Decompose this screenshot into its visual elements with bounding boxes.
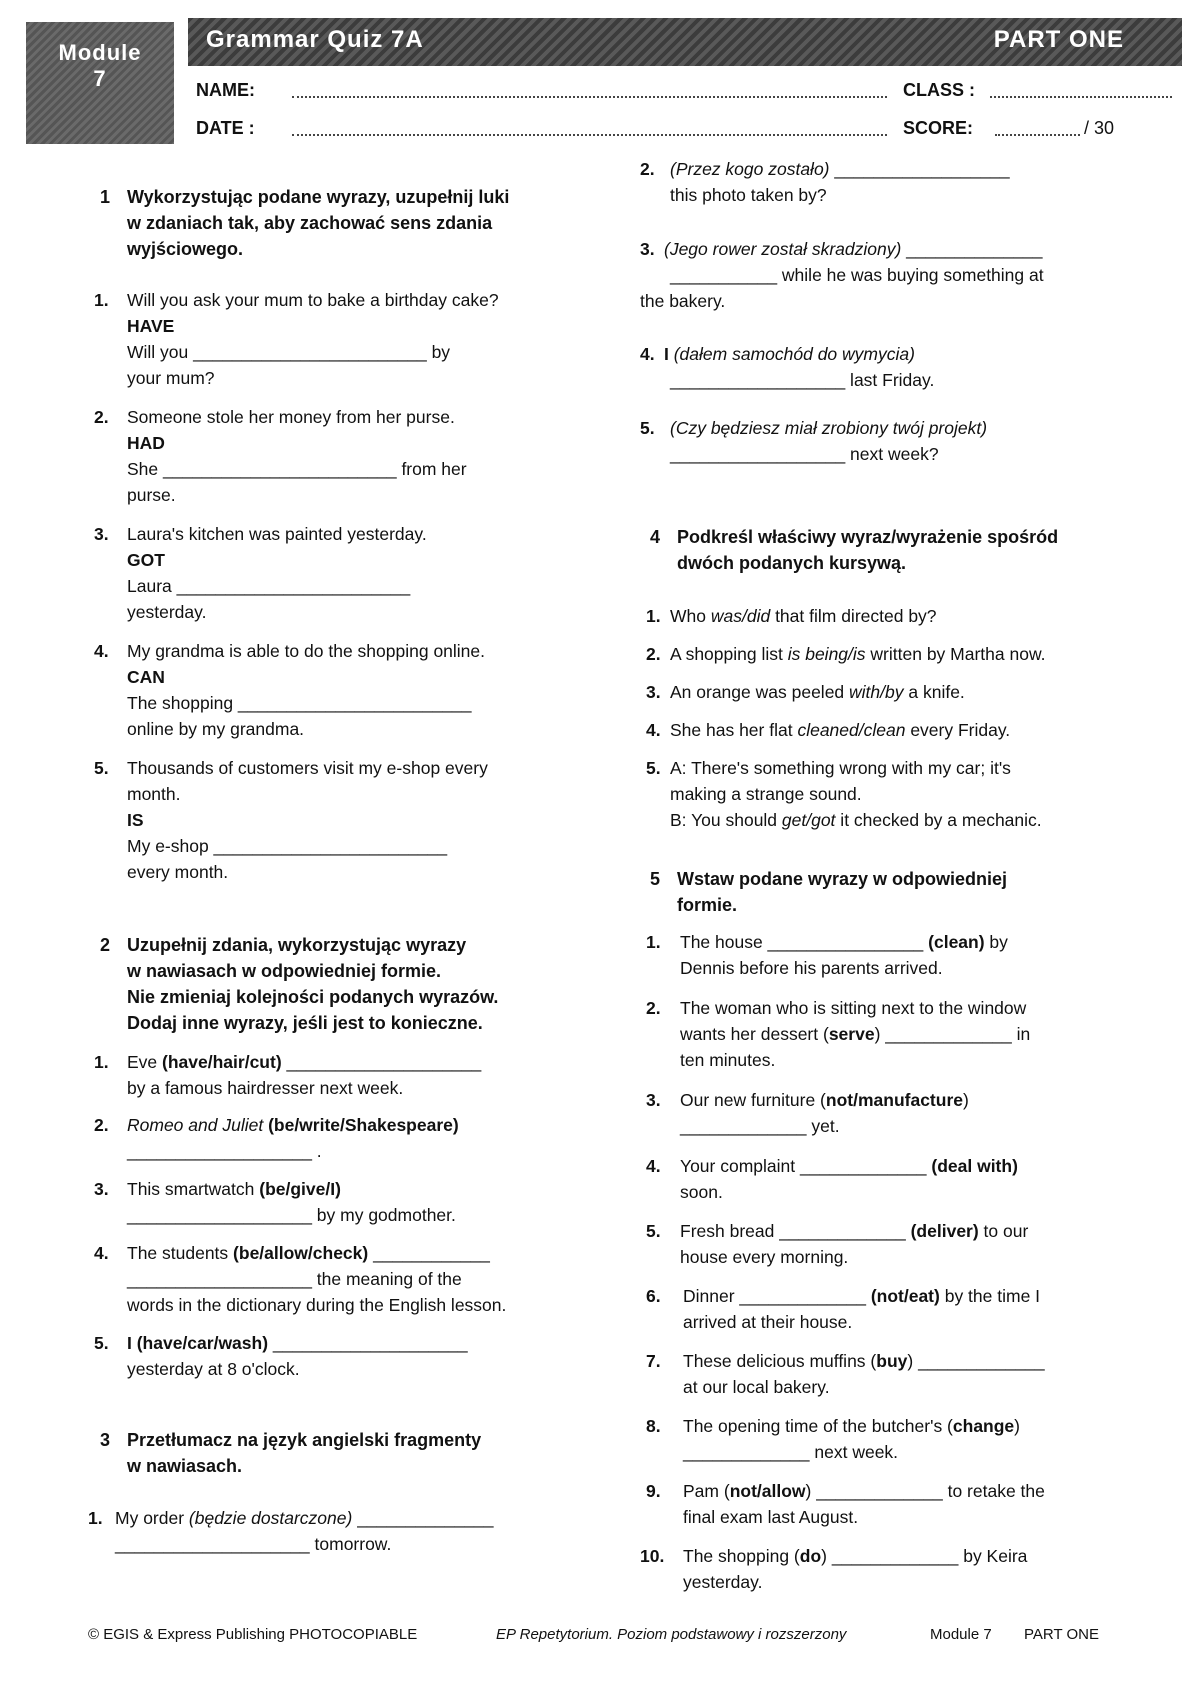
answer-line[interactable]: She ________________________ from her — [127, 459, 467, 479]
prompt-word: (not/eat) — [870, 1286, 940, 1306]
class-label: CLASS : — [903, 80, 975, 100]
item-number: 1. — [646, 606, 661, 626]
answer-line[interactable]: ___________________ the meaning of the — [127, 1269, 462, 1289]
prompt-word: not/allow — [729, 1481, 806, 1501]
item-number: 4. — [94, 1243, 109, 1263]
module-badge — [26, 22, 174, 144]
item-number: 10. — [640, 1546, 665, 1566]
item-number: 2. — [646, 998, 661, 1018]
item-number: 5. — [640, 418, 655, 438]
answer-line[interactable]: ____________________ tomorrow. — [115, 1534, 392, 1554]
instruction-line: Wykorzystując podane wyrazy, uzupełnij luki — [127, 187, 510, 207]
item-number: 4. — [640, 344, 655, 364]
item-text: A: There's something wrong with my car; it's — [670, 758, 1011, 778]
prompt-word: (deliver) — [910, 1221, 979, 1241]
date-label: DATE : — [196, 118, 255, 138]
item-number: 1. — [88, 1508, 103, 1528]
section-number: 5 — [650, 869, 661, 889]
module-label: Module — [58, 40, 142, 65]
item-text: yesterday. — [683, 1572, 763, 1592]
item-number: 2. — [646, 644, 661, 664]
keyword: CAN — [127, 667, 165, 687]
answer-line[interactable]: _____________ next week. — [683, 1442, 899, 1462]
name-field[interactable] — [292, 96, 887, 98]
instruction-line: Wstaw podane wyrazy w odpowiedniej — [677, 869, 1008, 889]
item-text: a knife. — [903, 682, 965, 702]
item-text: Your complaint _____________ — [680, 1156, 932, 1176]
prompt-words: (have/hair/cut) — [162, 1052, 282, 1072]
item-number: 6. — [646, 1286, 661, 1306]
item-text: yesterday at 8 o'clock. — [127, 1359, 300, 1379]
score-total: / 30 — [1084, 118, 1115, 138]
polish-fragment: (Czy będziesz miał zrobiony twój projekt) — [670, 418, 988, 438]
prompt-word: not/manufacture — [825, 1090, 963, 1110]
item-text: by a famous hairdresser next week. — [127, 1078, 404, 1098]
item-text: My order — [115, 1508, 189, 1528]
polish-fragment: (Przez kogo zostało) — [670, 159, 830, 179]
item-number: 2. — [640, 159, 655, 179]
item-text: words in the dictionary during the English lesson. — [127, 1295, 507, 1315]
instruction-line: w zdaniach tak, aby zachować sens zdania — [127, 213, 493, 233]
item-text: month. — [127, 784, 181, 804]
item-text: soon. — [680, 1182, 723, 1202]
answer-line[interactable]: __________________ next week? — [670, 444, 939, 464]
item-text: Laura's kitchen was painted yesterday. — [127, 524, 427, 544]
class-field[interactable] — [990, 96, 1172, 98]
keyword: HAVE — [127, 316, 175, 336]
item-text: arrived at their house. — [683, 1312, 853, 1332]
section-number: 1 — [100, 187, 111, 207]
prompt-word: (clean) — [928, 932, 985, 952]
answer-line[interactable]: ______________ — [901, 239, 1043, 259]
keyword: IS — [127, 810, 144, 830]
item-text: ) — [963, 1090, 969, 1110]
item-text: Thousands of customers visit my e-shop every — [127, 758, 488, 778]
footer-module: Module 7 — [930, 1626, 992, 1643]
item-number: 9. — [646, 1481, 661, 1501]
prompt-word: do — [799, 1546, 822, 1566]
prompt-word: change — [952, 1416, 1015, 1436]
polish-fragment: (Jego rower został skradziony) — [664, 239, 902, 259]
item-text: this photo taken by? — [670, 185, 827, 205]
item-number: 5. — [94, 758, 109, 778]
instruction-line: Uzupełnij zdania, wykorzystując wyrazy — [127, 935, 467, 955]
item-text: wants her dessert ( — [680, 1024, 829, 1044]
item-text: Our new furniture ( — [680, 1090, 826, 1110]
item-text: Who — [670, 606, 711, 626]
answer-line[interactable]: Will you ________________________ by — [127, 342, 451, 362]
instruction-line: Przetłumacz na język angielski fragmenty — [127, 1430, 482, 1450]
footer-book-title: EP Repetytorium. Poziom podstawowy i rozszerzony — [496, 1626, 847, 1643]
item-text: Dinner _____________ — [683, 1286, 871, 1306]
item-text: My grandma is able to do the shopping online. — [127, 641, 486, 661]
quiz-title: Grammar Quiz 7A — [206, 26, 424, 53]
item-number: 2. — [94, 407, 109, 427]
prompt-word: serve — [828, 1024, 875, 1044]
item-text: ) _____________ in — [874, 1024, 1031, 1044]
item-number: 3. — [94, 1179, 109, 1199]
answer-line[interactable]: __________________ last Friday. — [670, 370, 935, 390]
item-text: Dennis before his parents arrived. — [680, 958, 943, 978]
item-text: every Friday. — [905, 720, 1011, 740]
item-text: Eve — [127, 1052, 163, 1072]
choice-options[interactable]: is being/is — [787, 644, 866, 664]
answer-line[interactable]: Laura ________________________ — [127, 576, 411, 596]
choice-options[interactable]: was/did — [710, 606, 771, 626]
choice-options[interactable]: with/by — [849, 682, 904, 702]
item-text: The woman who is sitting next to the window — [680, 998, 1027, 1018]
item-text: house every morning. — [680, 1247, 849, 1267]
prompt-words: I (have/car/wash) — [127, 1333, 269, 1353]
item-text: She has her flat — [670, 720, 798, 740]
item-text: online by my grandma. — [127, 719, 305, 739]
instruction-line: dwóch podanych kursywą. — [677, 553, 907, 573]
item-text: to our — [978, 1221, 1029, 1241]
answer-line[interactable]: ____________________ — [281, 1052, 482, 1072]
item-number: 1. — [94, 1052, 109, 1072]
item-text: by the time I — [939, 1286, 1041, 1306]
item-text: the bakery. — [640, 291, 726, 311]
instruction-line: formie. — [677, 895, 738, 915]
title-bar — [188, 18, 1182, 66]
prompt-word: buy — [876, 1351, 908, 1371]
choice-options[interactable]: get/got — [781, 810, 836, 830]
answer-line[interactable]: My e-shop ________________________ — [127, 836, 448, 856]
keyword: HAD — [127, 433, 165, 453]
section-number: 2 — [100, 935, 111, 955]
item-text: Someone stole her money from her purse. — [127, 407, 455, 427]
part-label: PART ONE — [993, 26, 1124, 53]
item-text: ) _____________ to retake the — [805, 1481, 1045, 1501]
prompt-word: (deal with) — [931, 1156, 1018, 1176]
section-number: 3 — [100, 1430, 111, 1450]
keyword: GOT — [127, 550, 165, 570]
answer-line[interactable]: The shopping ________________________ — [127, 693, 472, 713]
answer-line[interactable]: ____________ — [368, 1243, 490, 1263]
item-text: by — [984, 932, 1008, 952]
footer-part: PART ONE — [1024, 1626, 1100, 1643]
name-label: NAME: — [196, 80, 255, 100]
item-text: The house ________________ — [680, 932, 929, 952]
item-text: at our local bakery. — [683, 1377, 830, 1397]
item-number: 8. — [646, 1416, 661, 1436]
item-text: Fresh bread _____________ — [680, 1221, 911, 1241]
item-number: 3. — [646, 682, 661, 702]
instruction-line: Nie zmieniaj kolejności podanych wyrazów. — [127, 987, 499, 1007]
item-text: ) _____________ by Keira — [821, 1546, 1028, 1566]
choice-options[interactable]: cleaned/clean — [797, 720, 906, 740]
item-text: purse. — [127, 485, 176, 505]
item-text: that film directed by? — [770, 606, 937, 626]
item-text: ) _____________ — [907, 1351, 1045, 1371]
item-text: it checked by a mechanic. — [835, 810, 1042, 830]
answer-line[interactable]: _____________ yet. — [680, 1116, 840, 1136]
item-number: 4. — [646, 1156, 661, 1176]
item-number: 3. — [646, 1090, 661, 1110]
item-text: ) — [1014, 1416, 1020, 1436]
date-field[interactable] — [292, 134, 887, 136]
item-text: your mum? — [127, 368, 215, 388]
item-text: The students — [127, 1243, 234, 1263]
answer-line[interactable]: ___________________ . — [127, 1141, 322, 1161]
item-text: yesterday. — [127, 602, 207, 622]
item-text: The opening time of the butcher's ( — [683, 1416, 953, 1436]
item-text: making a strange sound. — [670, 784, 862, 804]
answer-line[interactable]: __________________ — [829, 159, 1010, 179]
item-number: 5. — [646, 758, 661, 778]
module-number: 7 — [93, 66, 107, 91]
instruction-line: wyjściowego. — [127, 239, 244, 259]
item-number: 2. — [94, 1115, 109, 1135]
item-text: Pam ( — [683, 1481, 730, 1501]
item-text: Romeo and Juliet — [127, 1115, 264, 1135]
item-number: 5. — [646, 1221, 661, 1241]
section-number: 4 — [650, 527, 661, 547]
answer-line[interactable]: ______________ — [352, 1508, 494, 1528]
answer-line[interactable]: ___________ while he was buying something at — [670, 265, 1044, 285]
item-text: An orange was peeled — [670, 682, 850, 702]
instruction-line: Dodaj inne wyrazy, jeśli jest to konieczne. — [127, 1013, 483, 1033]
instruction-line: Podkreśl właściwy wyraz/wyrażenie spośród — [677, 527, 1059, 547]
item-number: 1. — [94, 290, 109, 310]
item-text: Will you ask your mum to bake a birthday cake? — [127, 290, 499, 310]
item-number: 4. — [646, 720, 661, 740]
prompt-words: (be/write/Shakespeare) — [263, 1115, 459, 1135]
polish-fragment: (dałem samochód do wymycia) — [673, 344, 915, 364]
item-text: These delicious muffins ( — [683, 1351, 877, 1371]
item-text: written by Martha now. — [865, 644, 1046, 664]
item-text: final exam last August. — [683, 1507, 859, 1527]
prompt-words: (be/give/I) — [259, 1179, 341, 1199]
footer-copyright: © EGIS & Express Publishing PHOTOCOPIABLE — [88, 1626, 418, 1643]
item-text: This smartwatch — [127, 1179, 260, 1199]
item-text: B: You should — [670, 810, 782, 830]
item-text: ten minutes. — [680, 1050, 776, 1070]
item-number: 5. — [94, 1333, 109, 1353]
score-label: SCORE: — [903, 118, 974, 138]
prompt-words: (be/allow/check) — [233, 1243, 369, 1263]
item-number: 1. — [646, 932, 661, 952]
answer-line[interactable]: ____________________ — [268, 1333, 468, 1353]
instruction-line: w nawiasach w odpowiedniej formie. — [127, 961, 442, 981]
item-number: 7. — [646, 1351, 661, 1371]
item-text: every month. — [127, 862, 229, 882]
item-number: 3. — [94, 524, 109, 544]
polish-fragment: (będzie dostarczone) — [188, 1508, 353, 1528]
instruction-line: w nawiasach. — [127, 1456, 243, 1476]
item-text: A shopping list — [670, 644, 788, 664]
answer-line[interactable]: ___________________ by my godmother. — [127, 1205, 456, 1225]
item-number: 4. — [94, 641, 109, 661]
item-text: The shopping ( — [683, 1546, 800, 1566]
item-text: I — [664, 344, 674, 364]
item-number: 3. — [640, 239, 655, 259]
score-field[interactable] — [995, 134, 1080, 136]
